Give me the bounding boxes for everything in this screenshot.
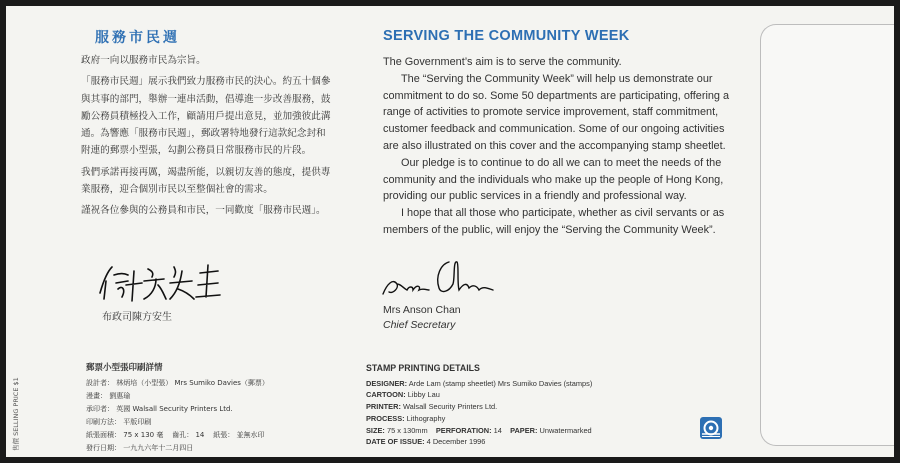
chinese-printing-heading: 郵票小型張印刷詳情: [86, 363, 163, 373]
detail-label: 設計者：: [86, 379, 114, 387]
address-window: [760, 24, 894, 446]
detail-label: 發行日期：: [86, 444, 121, 452]
detail-value: Unwatermarked: [539, 425, 592, 435]
detail-label: 漫畫：: [86, 392, 107, 400]
detail-value: 林炳培（小型張） Mrs Sumiko Davies（郵票）: [116, 379, 269, 387]
detail-value: Walsall Security Printers Ltd.: [402, 402, 498, 412]
detail-row: [86, 429, 269, 442]
detail-label: 齒孔：: [172, 431, 194, 439]
detail-value: 4 December 1996: [426, 437, 486, 447]
english-signature: [379, 254, 497, 302]
detail-value: 一九九六年十二月四日: [123, 444, 194, 452]
detail-value: 平版印刷: [123, 418, 152, 426]
cover-card: [6, 6, 894, 457]
english-paragraph: Our pledge is to continue to do all we can to meet the needs of the community and the individuals who make up the people of Hong Kong, providing our public services in a friendly and professional way.: [383, 156, 724, 203]
detail-label: PROCESS:: [366, 413, 405, 423]
detail-row: [86, 403, 269, 416]
chinese-title: 服務市民週: [95, 30, 180, 46]
chinese-paragraph: 謹祝各位參與的公務員和市民，一同歡度「服務市民週」。: [81, 205, 326, 217]
detail-label: PAPER:: [510, 425, 538, 435]
detail-value: Lithography: [406, 413, 446, 423]
selling-price: 售價 SELLING PRICE $1: [12, 377, 20, 451]
english-printing-details: [366, 363, 592, 448]
chinese-printing-details: [86, 362, 269, 455]
detail-row: [366, 378, 592, 390]
detail-label: 印刷方法：: [86, 418, 121, 426]
detail-label: 紙張：: [213, 431, 235, 439]
detail-value: 並無水印: [236, 431, 265, 439]
detail-row: [366, 401, 592, 413]
detail-row: [86, 377, 269, 390]
chinese-paragraph: 政府一向以服務市民為宗旨。: [81, 55, 206, 66]
detail-value: 英國 Walsall Security Printers Ltd.: [116, 405, 233, 413]
detail-label: CARTOON:: [366, 390, 406, 400]
detail-row: [366, 425, 592, 437]
detail-row: [86, 442, 269, 455]
chinese-paragraph: 「服務市民週」展示我們致力服務市民的決心。約五十個參與其事的部門，舉辦一連串活動，倡導進一步改善服務，鼓勵公務員積極投入工作，顧請用戶提出意見，並加強彼此溝通。為響應「服務市民週」，郵政署特地發行這款紀念封和附連的郵票小型張，勾劃公務員日常服務市民的片段。: [81, 76, 331, 157]
detail-row: [366, 436, 592, 448]
english-message: [383, 54, 733, 239]
detail-label: 承印者：: [86, 405, 114, 413]
detail-row: [366, 389, 592, 401]
detail-label: PRINTER:: [366, 402, 401, 412]
detail-label: 紙張面積：: [86, 431, 121, 439]
english-paragraph: The Government’s aim is to serve the community.: [383, 56, 622, 68]
detail-value: 14: [493, 425, 502, 435]
detail-row: [86, 390, 269, 403]
english-paragraph: I hope that all those who participate, whether as civil servants or as members of the public, will enjoy the “Serving the Community Week”.: [383, 207, 725, 236]
detail-label: PERFORATION:: [435, 425, 492, 435]
detail-value: Libby Lau: [407, 390, 440, 400]
detail-row: [86, 416, 269, 429]
english-printing-heading: STAMP PRINTING DETAILS: [366, 363, 480, 373]
detail-value: 75 x 130mm: [386, 425, 428, 435]
english-paragraph: The “Serving the Community Week” will help us demonstrate our commitment to do so. Some 50 departments are participating, offering a range of activities to promote service improvement, staff commitment, customer feedback and communication. Some of our ongoing activities are also illustrated on this cover and the accompanying stamp sheetlet.: [383, 72, 730, 152]
hongkong-post-logo-icon: [699, 416, 723, 440]
detail-label: DATE OF ISSUE:: [366, 437, 425, 447]
detail-value: Arde Lam (stamp sheetlet) Mrs Sumiko Davies (stamps): [408, 378, 593, 388]
english-signer-title: Chief Secretary: [383, 319, 456, 331]
detail-value: 劉惠瑜: [109, 392, 131, 400]
chinese-message: [81, 52, 333, 224]
detail-label: DESIGNER:: [366, 378, 408, 388]
chinese-signature: [94, 261, 224, 303]
detail-value: 75 x 130 毫: [123, 431, 164, 439]
chinese-signer-name: 布政司陳方安生: [102, 312, 172, 323]
detail-value: 14: [195, 431, 205, 439]
english-signer-name: Mrs Anson Chan: [383, 304, 461, 316]
detail-label: SIZE:: [366, 425, 385, 435]
english-title: SERVING THE COMMUNITY WEEK: [383, 28, 630, 44]
detail-row: [366, 413, 592, 425]
chinese-paragraph: 我們承諾再接再厲，竭盡所能，以親切友善的態度，提供專業服務，迎合個別市民以至整個社會的需求。: [81, 166, 331, 196]
